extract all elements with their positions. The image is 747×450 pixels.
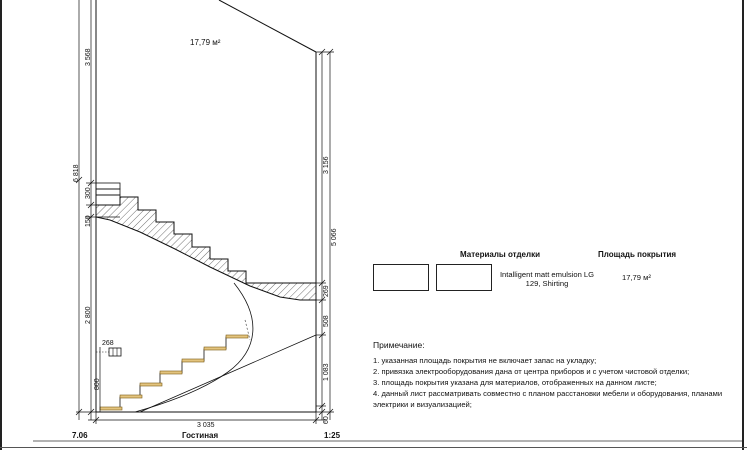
room-name: Гостиная [182, 431, 219, 440]
dim-right-total: 5 066 [331, 228, 338, 246]
drawing-area-label: 17,79 м² [190, 38, 221, 47]
note-item-3: 3. площадь покрытия указана для материалов, отображенных на данном листе; [373, 378, 657, 387]
dim-bottom-width: 3 035 [197, 422, 215, 429]
note-item-2: 2. привязка электрооборудования дана от центра приборов и с учетом чистовой отделки; [373, 367, 690, 376]
area-header: Площадь покрытия [598, 250, 677, 259]
dim-right-upper: 3 156 [323, 156, 330, 174]
dim-right-60: 60 [323, 416, 330, 424]
dim-left-2800: 2 800 [85, 306, 92, 324]
dim-right-269: 269 [323, 285, 330, 297]
note-item-1: 1. указанная площадь покрытия не включает запас на укладку; [373, 356, 597, 365]
material-swatch-1 [373, 264, 429, 291]
materials-header: Материалы отделки [460, 250, 540, 259]
dim-left-total: 6 818 [73, 164, 80, 182]
dim-left-150: 150 [85, 215, 92, 227]
notes-title: Примечание: [373, 340, 425, 350]
material-name: Intalligent matt emulsion LG 129, Shirting [499, 270, 595, 288]
material-area: 17,79 м² [622, 273, 651, 282]
dim-right-1083: 1 083 [323, 363, 330, 381]
dim-right-508: 508 [323, 315, 330, 327]
note-item-4: 4. данный лист рассматривать совместно с планом расстановки мебели и оборудования, планами электрики и визуализацией; [373, 389, 723, 409]
dim-left-upper: 3 568 [85, 48, 92, 66]
dim-left-800: 800 [94, 378, 101, 390]
sheet-code: 7.06 [72, 431, 88, 440]
drawing-scale: 1:25 [324, 431, 341, 440]
material-swatch-2 [436, 264, 492, 291]
dim-left-300: 300 [85, 187, 92, 199]
dim-socket-268: 268 [102, 340, 114, 347]
